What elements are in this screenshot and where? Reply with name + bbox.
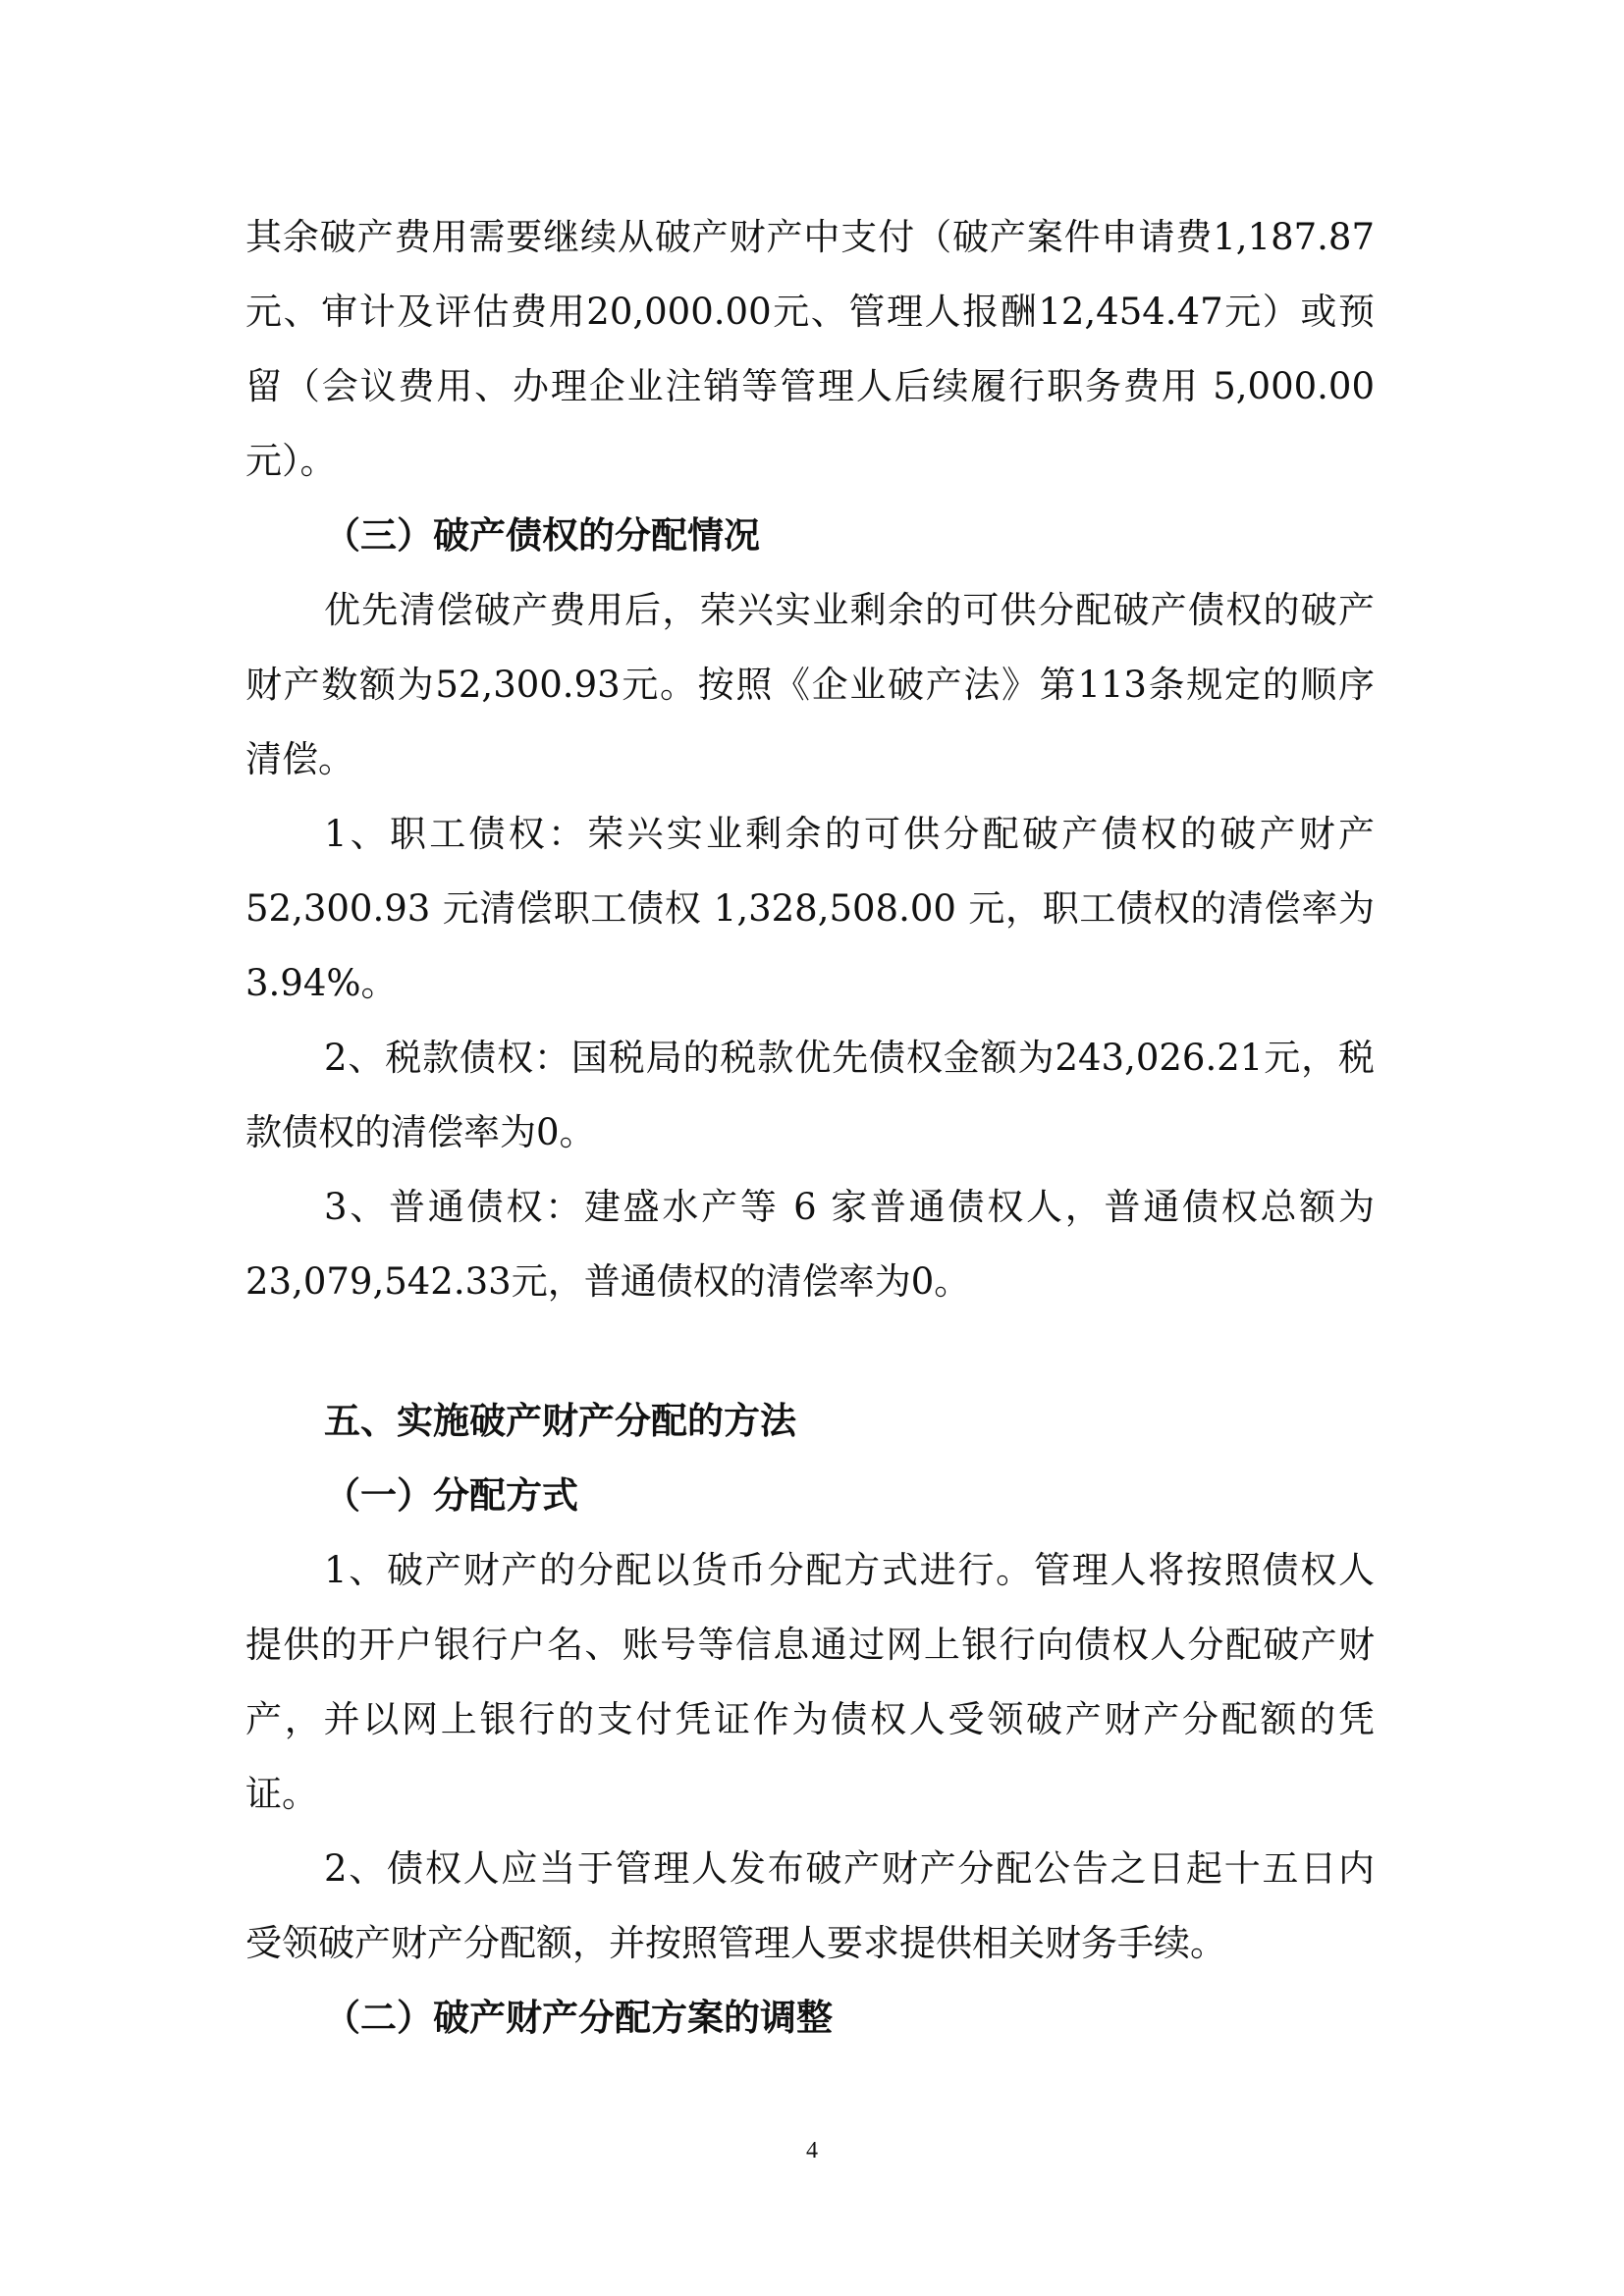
employee-claim-line-1: 1、职工债权：荣兴实业剩余的可供分配破产债权的破产财产 — [324, 813, 1375, 855]
priority-paragraph-line-3: 清偿。 — [245, 738, 354, 780]
page-number: 4 — [806, 2138, 818, 2163]
section-5-1-heading: （一）分配方式 — [324, 1474, 578, 1517]
section-5-heading: 五、实施破产财产分配的方法 — [324, 1400, 796, 1442]
priority-paragraph-line-1: 优先清偿破产费用后，荣兴实业剩余的可供分配破产债权的破产 — [324, 589, 1375, 631]
general-claim-line-1: 3、普通债权：建盛水产等 6 家普通债权人，普通债权总额为 — [324, 1186, 1375, 1228]
general-claim-line-2: 23,079,542.33元，普通债权的清偿率为0。 — [245, 1260, 971, 1303]
section-5-2-heading: （二）破产财产分配方案的调整 — [324, 1997, 833, 2039]
method-2-line-2: 受领破产财产分配额，并按照管理人要求提供相关财务手续。 — [245, 1922, 1226, 1964]
fees-paragraph-line-1: 其余破产费用需要继续从破产财产中支付（破产案件申请费1,187.87 — [245, 216, 1375, 258]
method-1-line-2: 提供的开户银行户名、账号等信息通过网上银行向债权人分配破产财 — [245, 1624, 1375, 1666]
fees-paragraph-line-3: 留（会议费用、办理企业注销等管理人后续履行职务费用 5,000.00 — [245, 365, 1375, 407]
method-1-line-1: 1、破产财产的分配以货币分配方式进行。管理人将按照债权人 — [324, 1549, 1375, 1591]
tax-claim-line-1: 2、税款债权：国税局的税款优先债权金额为243,026.21元，税 — [324, 1037, 1375, 1079]
employee-claim-line-2: 52,300.93 元清偿职工债权 1,328,508.00 元，职工债权的清偿率为 — [245, 887, 1375, 930]
section-3-heading: （三）破产债权的分配情况 — [324, 514, 760, 557]
fees-paragraph-line-4: 元）。 — [245, 440, 337, 482]
method-2-line-1: 2、债权人应当于管理人发布破产财产分配公告之日起十五日内 — [324, 1847, 1375, 1890]
tax-claim-line-2: 款债权的清偿率为0。 — [245, 1111, 596, 1153]
fees-paragraph-line-2: 元、审计及评估费用20,000.00元、管理人报酬12,454.47元）或预 — [245, 291, 1375, 333]
employee-claim-line-3: 3.94%。 — [245, 962, 398, 1004]
method-1-line-4: 证。 — [245, 1773, 318, 1815]
priority-paragraph-line-2: 财产数额为52,300.93元。按照《企业破产法》第113条规定的顺序 — [245, 664, 1375, 706]
method-1-line-3: 产，并以网上银行的支付凭证作为债权人受领破产财产分配额的凭 — [245, 1698, 1375, 1740]
